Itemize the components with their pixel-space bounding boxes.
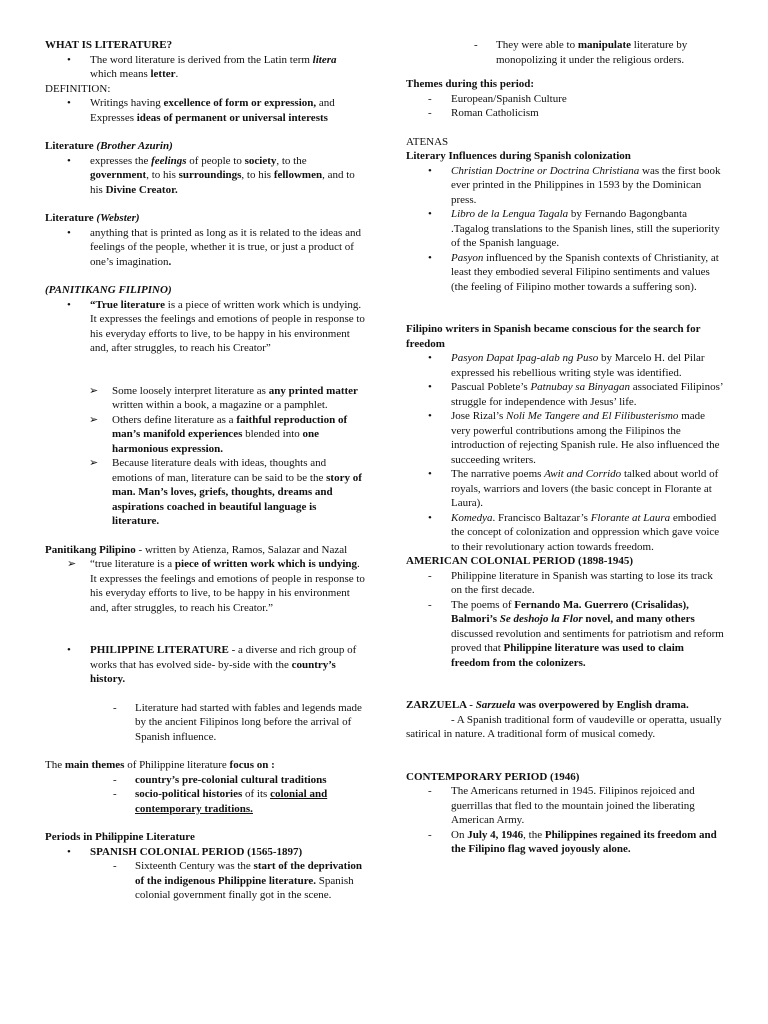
list-item: - Literature had started with fables and legends made by the ancient Filipinos long before the arrival of Spanish influence. [113,701,362,743]
list-item: - socio-political histories of its colonial and contemporary traditions. [113,788,328,815]
heading-panitikang-filipino: (PANITIKANG FILIPINO) [45,284,172,296]
heading-zarzuela: ZARZUELA - Sarzuela was overpowered by English drama. [406,699,689,711]
heading-themes-period: Themes during this period: [406,78,535,90]
heading-azurin: Literature (Brother Azurin) [45,140,173,152]
list-item: • Jose Rizal’s Noli Me Tangere and El Filibusterismo made very powerful contributions among the Filipinos the introduction of rejecting Spanish rule. He also influenced the succeeding writers. [428,410,720,466]
list-item: - Philippine literature in Spanish was starting to lose its track on the first decade. [428,569,713,596]
list-item: • Komedya. Francisco Baltazar’s Florante at Laura embodied the concept of colonization and oppression which gave voice to their revolutionary action towards freedom. [428,511,720,553]
list-item: • Pasyon influenced by the Spanish contexts of Christianity, at least they embodied several Filipino sentiments and values (the feeling of Filipino mother towards a suffering son). [428,251,719,293]
list-item: • Christian Doctrine or Doctrina Christiana was the first book ever printed in the Philippines in 1593 by the Dominican press. [428,164,721,206]
list-item: - The poems of Fernando Ma. Guerrero (Crisalidas), Balmori’s Se deshojo la Flor novel, and many others discussed revolution and sentiments for patriotism and reform proved that Philippine literature was used to claim freedom from the colonizers. [428,598,724,669]
list-item: • SPANISH COLONIAL PERIOD (1565-1897) [67,845,303,858]
themes-paragraph: The main themes of Philippine literature focus on : [45,759,275,771]
heading-literary-influences: Literary Influences during Spanish colonization [406,150,631,162]
right-column [406,38,724,857]
definition-label: DEFINITION: [45,82,111,95]
zarzuela-description: - A Spanish traditional form of vaudeville or operatta, usually satirical in nature. A traditional form of musical comedy. [406,713,722,740]
list-item: - On July 4, 1946, the Philippines regained its freedom and the Filipino flag waved joyously alone. [428,828,717,855]
list-item: ➢ “true literature is a piece of written work which is undying. It expresses the feelings and emotions of people in response to his everyday efforts to live, to be happy in his environment and, after struggles, to reach his Creator.” [67,558,365,614]
list-item: - country’s pre-colonial cultural traditions [113,773,327,786]
list-item: • Pascual Poblete’s Patnubay sa Binyagan associated Filipinos’ struggle for independence with Jesus’ life. [428,381,723,408]
list-item: - Sixteenth Century was the start of the deprivation of the indigenous Philippine literature. Spanish colonial government finally got in the scene. [113,860,363,901]
list-item: • expresses the feelings of people to society, to the government, to his surroundings, to his fellowmen, and to his Divine Creator. [67,154,355,196]
heading-webster: Literature (Webster) [45,212,140,224]
list-item: • PHILIPPINE LITERATURE - a diverse and rich group of works that has evolved side- by-side with the country’s history. [67,644,357,685]
heading-periods: Periods in Philippine Literature [45,831,195,843]
heading-atenas: ATENAS [406,135,449,148]
list-item: - European/Spanish Culture [428,92,567,105]
heading-panitikang-pilipino: Panitikang Pilipino - written by Atienza, Ramos, Salazar and Nazal [45,543,348,556]
list-item: • anything that is printed as long as it is related to the ideas and feelings of the people, whether it is true, or just a product of one’s imagination. [67,226,361,268]
list-item: ➢ Some loosely interpret literature as any printed matter written within a book, a magazine or a pamphlet. [89,384,358,411]
list-item: ➢ Because literature deals with ideas, thoughts and emotions of man, literature can be said to be the story of man. Man’s loves, griefs, thoughts, dreams and aspirations coached in beautiful language is literature. [89,457,362,527]
list-item: • “True literature is a piece of written work which is undying. It expresses the feelings and emotions of people in response to his everyday efforts to live, to be happy in his environment and, after struggles, to reach his Creator” [67,298,365,354]
list-item: • Libro de la Lengua Tagala by Fernando Bagongbanta .Tagalog translations to the Spanish lines, still the superiority of the Spanish language. [428,208,720,249]
list-item: - They were able to manipulate literature by monopolizing it under the religious orders. [474,39,688,66]
heading-contemporary-period: CONTEMPORARY PERIOD (1946) [406,770,580,783]
list-item: • Writings having excellence of form or expression, and Expresses ideas of permanent or universal interests [67,97,335,124]
heading-american-period: AMERICAN COLONIAL PERIOD (1898-1945) [406,555,634,567]
heading-what-is-literature: WHAT IS LITERATURE? [45,39,173,51]
heading-filipino-writers: Filipino writers in Spanish became conscious for the search for freedom [406,323,701,350]
list-item: • The word literature is derived from the Latin term litera which means letter. [67,53,337,80]
list-item: - Roman Catholicism [428,107,539,119]
list-item: • Pasyon Dapat Ipag-alab ng Puso by Marcelo H. del Pilar expressed his rebellious writing style was identified. [428,352,705,379]
list-item: • The narrative poems Awit and Corrido talked about world of royals, warriors and lovers (the basic concept in Florante at Laura). [428,468,719,509]
list-item: - The Americans returned in 1945. Filipinos rejoiced and guerrillas that fled to the mountain joined the liberating American Army. [428,785,695,826]
list-item: ➢ Others define literature as a faithful reproduction of man’s manifold experiences blended into one harmonious expression. [89,413,348,455]
left-column [45,38,365,903]
